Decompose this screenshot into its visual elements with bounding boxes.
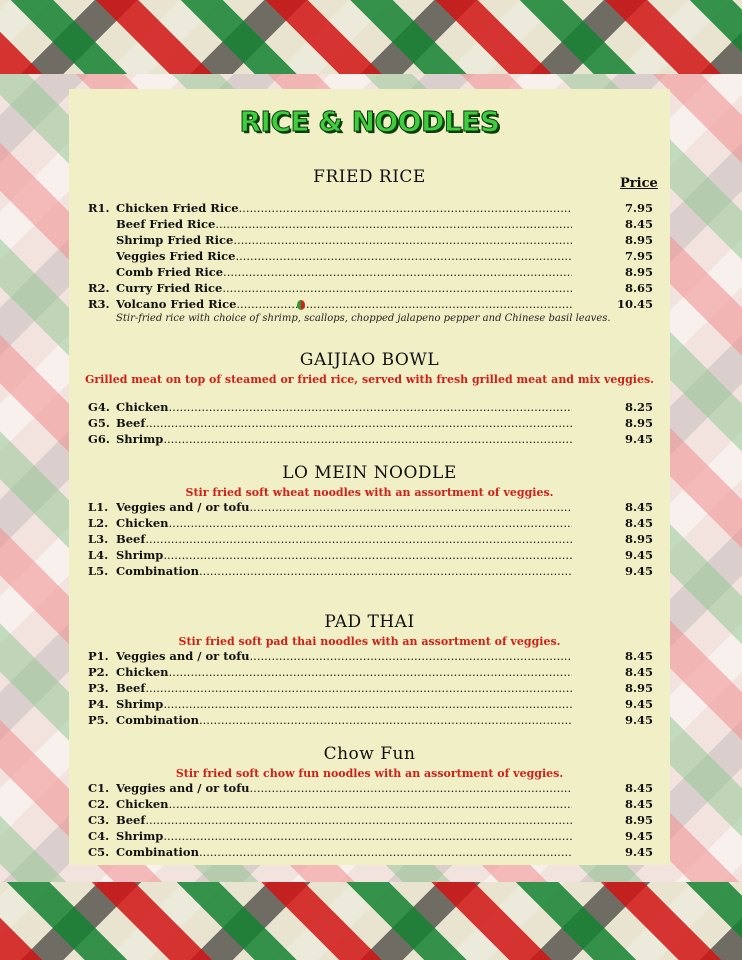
item-name: Shrimp xyxy=(116,432,164,446)
item-code: C2. xyxy=(88,797,110,811)
menu-item-row xyxy=(69,281,670,297)
menu-item-row xyxy=(69,829,670,845)
item-code: L1. xyxy=(88,500,109,514)
menu-item-row xyxy=(69,400,670,416)
item-code: G4. xyxy=(88,400,110,414)
menu-item-row xyxy=(69,665,670,681)
item-name: Beef xyxy=(116,681,146,695)
item-name: Combination xyxy=(116,564,199,578)
item-price: 8.45 xyxy=(624,781,653,795)
item-code: P4. xyxy=(88,697,109,711)
item-name: Veggies and / or tofu xyxy=(116,649,250,663)
item-price: 8.25 xyxy=(624,400,653,414)
item-name: Beef Fried Rice xyxy=(116,217,216,231)
menu-item-row xyxy=(69,713,670,729)
chow-fun-items xyxy=(69,781,670,861)
item-price: 8.95 xyxy=(624,265,653,279)
item-name: Combination xyxy=(116,845,199,859)
item-code: C3. xyxy=(88,813,110,827)
section-title: GAIJIAO BOWL xyxy=(299,350,440,370)
item-name: Shrimp xyxy=(116,697,164,711)
item-price: 8.65 xyxy=(624,281,653,295)
top-plaid-band xyxy=(0,0,742,74)
item-code: L5. xyxy=(88,564,109,578)
item-name: Chicken xyxy=(116,797,169,811)
menu-panel xyxy=(69,89,670,865)
item-code: P5. xyxy=(88,713,109,727)
gaijiao-items xyxy=(69,400,670,448)
item-price: 8.45 xyxy=(624,665,653,679)
item-price: 8.95 xyxy=(624,416,653,430)
menu-item-row xyxy=(69,500,670,516)
item-code: L4. xyxy=(88,548,109,562)
menu-item-row xyxy=(69,564,670,580)
section-description: Stir fried soft pad thai noodles with an assortment of veggies. xyxy=(178,635,561,648)
menu-item-row xyxy=(69,681,670,697)
menu-item-row xyxy=(69,217,670,233)
item-code: G5. xyxy=(88,416,110,430)
item-price: 9.45 xyxy=(624,564,653,578)
item-name: Combination xyxy=(116,713,199,727)
pad-thai-items xyxy=(69,649,670,729)
item-price: 9.45 xyxy=(624,697,653,711)
item-price: 7.95 xyxy=(624,249,653,263)
menu-item-row xyxy=(69,845,670,861)
item-code: R2. xyxy=(88,281,110,295)
menu-item-row xyxy=(69,265,670,281)
section-gaijiao-bowl xyxy=(69,349,670,387)
item-name: Shrimp Fried Rice xyxy=(116,233,234,247)
item-code: L2. xyxy=(88,516,109,530)
item-price: 9.45 xyxy=(624,713,653,727)
item-name: Chicken xyxy=(116,516,169,530)
menu-item-row xyxy=(69,548,670,564)
item-code: C4. xyxy=(88,829,110,843)
item-name: Veggies Fried Rice xyxy=(116,249,236,263)
item-name: Veggies and / or tofu xyxy=(116,500,250,514)
item-code: G6. xyxy=(88,432,110,446)
item-price: 7.95 xyxy=(624,201,653,215)
item-code: R3. xyxy=(88,297,110,311)
item-code: C5. xyxy=(88,845,110,859)
item-name: Shrimp xyxy=(116,548,164,562)
item-price: 8.95 xyxy=(624,813,653,827)
menu-item-row xyxy=(69,797,670,813)
item-price: 8.95 xyxy=(624,233,653,247)
item-price: 8.45 xyxy=(624,649,653,663)
section-description: Stir fried soft chow fun noodles with an assortment of veggies. xyxy=(175,767,564,780)
price-column-header: Price xyxy=(620,176,658,191)
item-price: 8.45 xyxy=(624,797,653,811)
menu-item-row xyxy=(69,233,670,249)
bottom-plaid-band xyxy=(0,882,742,960)
section-lo-mein xyxy=(69,462,670,500)
page-title: RICE & NOODLES xyxy=(239,105,500,138)
menu-item-row xyxy=(69,297,670,313)
item-price: 8.45 xyxy=(624,217,653,231)
item-name: Beef xyxy=(116,416,146,430)
chili-pepper-icon xyxy=(297,300,305,310)
item-price: 9.45 xyxy=(624,845,653,859)
lo-mein-items xyxy=(69,500,670,580)
item-code: L3. xyxy=(88,532,109,546)
menu-item-row xyxy=(69,432,670,448)
item-note: Stir-fried rice with choice of shrimp, scallops, chopped jalapeno pepper and Chinese basil leaves. xyxy=(116,313,611,324)
section-title: PAD THAI xyxy=(324,612,415,632)
item-name: Volcano Fried Rice xyxy=(116,297,237,311)
section-description: Stir fried soft wheat noodles with an assortment of veggies. xyxy=(185,486,554,499)
item-code: P2. xyxy=(88,665,109,679)
item-name: Beef xyxy=(116,813,146,827)
item-price: 9.45 xyxy=(624,432,653,446)
section-fried-rice xyxy=(69,166,670,188)
menu-item-row xyxy=(69,697,670,713)
item-name: Curry Fried Rice xyxy=(116,281,223,295)
menu-item-row xyxy=(69,201,670,217)
menu-item-row xyxy=(69,813,670,829)
item-name: Chicken xyxy=(116,665,169,679)
item-price: 8.95 xyxy=(624,681,653,695)
menu-item-row xyxy=(69,516,670,532)
item-code: P1. xyxy=(88,649,109,663)
menu-item-row xyxy=(69,249,670,265)
item-name: Chicken xyxy=(116,400,169,414)
menu-item-row xyxy=(69,532,670,548)
item-price: 8.45 xyxy=(624,500,653,514)
section-pad-thai xyxy=(69,611,670,649)
item-name: Comb Fried Rice xyxy=(116,265,224,279)
menu-item-row xyxy=(69,416,670,432)
item-name: Shrimp xyxy=(116,829,164,843)
item-price: 9.45 xyxy=(624,829,653,843)
section-title: LO MEIN NOODLE xyxy=(282,463,457,483)
item-name: Beef xyxy=(116,532,146,546)
item-code: C1. xyxy=(88,781,110,795)
menu-item-row xyxy=(69,649,670,665)
item-price: 10.45 xyxy=(616,297,653,311)
section-chow-fun xyxy=(69,743,670,781)
section-title: FRIED RICE xyxy=(313,167,426,187)
item-code: P3. xyxy=(88,681,109,695)
section-description: Grilled meat on top of steamed or fried rice, served with fresh grilled meat and mix veggies. xyxy=(84,373,655,386)
fried-rice-items xyxy=(69,201,670,313)
menu-item-row xyxy=(69,781,670,797)
item-price: 8.45 xyxy=(624,516,653,530)
item-price: 9.45 xyxy=(624,548,653,562)
item-name: Chicken Fried Rice xyxy=(116,201,239,215)
section-title: Chow Fun xyxy=(323,744,416,764)
item-price: 8.95 xyxy=(624,532,653,546)
item-code: R1. xyxy=(88,201,110,215)
item-name: Veggies and / or tofu xyxy=(116,781,250,795)
